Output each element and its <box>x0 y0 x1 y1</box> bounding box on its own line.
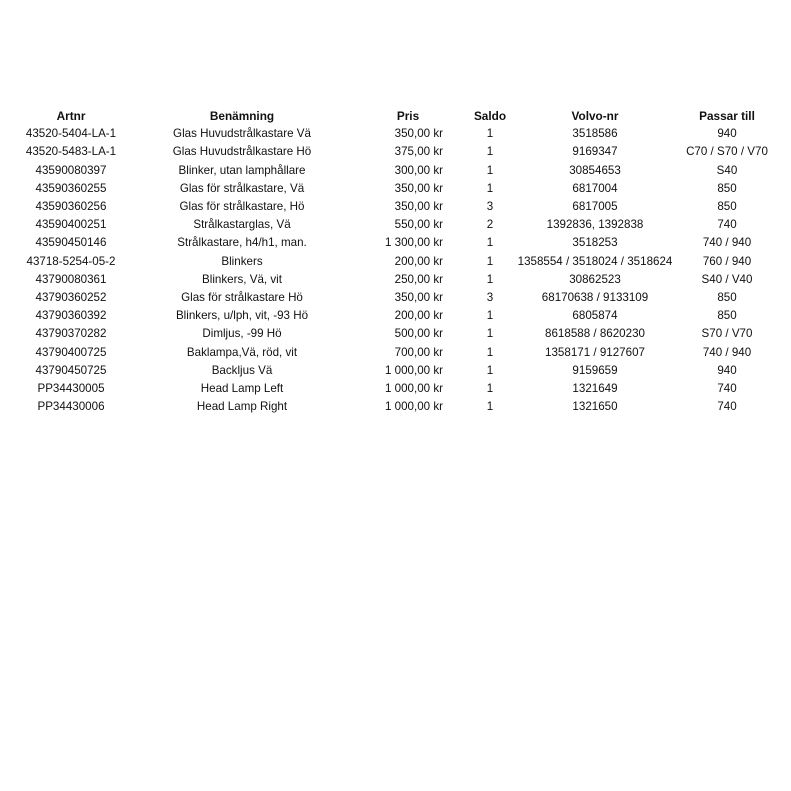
cell-artnr: 43590080397 <box>35 163 107 177</box>
cell-benamning: Head Lamp Right <box>196 400 288 414</box>
cell-passar-till: 850 <box>717 181 737 195</box>
cell-passar-till: S40 <box>716 163 738 177</box>
cell-passar-till: 740 <box>717 218 737 232</box>
cell-benamning: Glas Huvudstrålkastare Hö <box>172 145 312 159</box>
cell-benamning: Head Lamp Left <box>200 382 284 396</box>
cell-volvo-nr: 1392836, 1392838 <box>546 218 644 232</box>
cell-benamning: Blinkers <box>221 254 263 268</box>
table-row <box>10 253 780 271</box>
cell-pris-wrap <box>352 253 464 271</box>
cell-artnr: 43790400725 <box>35 345 107 359</box>
cell-volvo-nr: 1321650 <box>572 400 618 414</box>
table-row <box>10 162 780 180</box>
cell-saldo: 1 <box>486 345 494 359</box>
parts-sheet <box>10 107 780 416</box>
table-row <box>10 325 780 343</box>
cell-pris-wrap <box>352 162 464 180</box>
cell-pris: 200,00 kr <box>394 254 443 268</box>
cell-benamning: Strålkastarglas, Vä <box>193 218 291 232</box>
cell-pris-wrap <box>352 271 464 289</box>
header-saldo: Saldo <box>473 109 507 123</box>
cell-volvo-nr: 1358554 / 3518024 / 3518624 <box>517 254 673 268</box>
cell-volvo-nr: 3518253 <box>572 236 618 250</box>
cell-benamning: Blinkers, Vä, vit <box>202 272 282 286</box>
cell-saldo: 1 <box>486 163 494 177</box>
cell-passar-till: 740 / 940 <box>702 345 752 359</box>
cell-artnr: 43718-5254-05-2 <box>26 254 116 268</box>
cell-artnr: 43590360255 <box>35 181 107 195</box>
table-row <box>10 198 780 216</box>
cell-pris: 1 300,00 kr <box>384 236 443 250</box>
cell-volvo-nr: 6805874 <box>572 309 618 323</box>
table-row <box>10 180 780 198</box>
cell-passar-till: 760 / 940 <box>702 254 752 268</box>
cell-pris-wrap <box>352 344 464 362</box>
cell-volvo-nr: 9169347 <box>572 145 618 159</box>
table-row <box>10 362 780 380</box>
cell-pris: 300,00 kr <box>394 163 443 177</box>
cell-pris: 550,00 kr <box>394 218 443 232</box>
cell-artnr: PP34430006 <box>37 400 105 414</box>
cell-volvo-nr: 1358171 / 9127607 <box>545 345 645 359</box>
table-row <box>10 307 780 325</box>
cell-saldo: 2 <box>486 218 494 232</box>
cell-benamning: Strålkastare, h4/h1, man. <box>177 236 307 250</box>
cell-volvo-nr: 1321649 <box>572 382 618 396</box>
cell-passar-till: 850 <box>717 200 737 214</box>
cell-passar-till: 940 <box>717 127 737 141</box>
cell-artnr: 43790360252 <box>35 291 107 305</box>
cell-saldo: 3 <box>486 291 494 305</box>
cell-pris-wrap <box>352 289 464 307</box>
cell-pris-wrap <box>352 325 464 343</box>
cell-benamning: Backljus Vä <box>211 363 273 377</box>
header-pris: Pris <box>396 109 420 123</box>
cell-pris: 375,00 kr <box>394 145 443 159</box>
cell-passar-till: 850 <box>717 291 737 305</box>
cell-artnr: 43790360392 <box>35 309 107 323</box>
cell-pris: 200,00 kr <box>394 309 443 323</box>
header-volvo-nr: Volvo-nr <box>571 109 619 123</box>
cell-passar-till: 740 / 940 <box>702 236 752 250</box>
table-row <box>10 380 780 398</box>
cell-passar-till: 850 <box>717 309 737 323</box>
cell-volvo-nr: 3518586 <box>572 127 618 141</box>
header-passar-till: Passar till <box>699 109 755 123</box>
cell-volvo-nr: 8618588 / 8620230 <box>545 327 645 341</box>
cell-artnr: 43590400251 <box>35 218 107 232</box>
cell-artnr: 43590450146 <box>35 236 107 250</box>
cell-pris-wrap <box>352 307 464 325</box>
cell-saldo: 1 <box>486 309 494 323</box>
cell-saldo: 1 <box>486 236 494 250</box>
cell-passar-till: 740 <box>717 400 737 414</box>
cell-benamning: Blinkers, u/lph, vit, -93 Hö <box>175 309 309 323</box>
table-row <box>10 271 780 289</box>
cell-pris: 1 000,00 kr <box>384 400 443 414</box>
cell-artnr: 43590360256 <box>35 200 107 214</box>
cell-benamning: Glas för strålkastare Hö <box>181 291 303 305</box>
cell-pris-wrap <box>352 216 464 234</box>
cell-pris-wrap <box>352 398 464 416</box>
cell-pris: 350,00 kr <box>394 181 443 195</box>
table-row <box>10 344 780 362</box>
cell-saldo: 1 <box>486 254 494 268</box>
cell-saldo: 1 <box>486 181 494 195</box>
cell-volvo-nr: 30862523 <box>569 272 621 286</box>
table-body <box>10 125 780 416</box>
cell-artnr: 43520-5483-LA-1 <box>25 145 117 159</box>
cell-volvo-nr: 30854653 <box>569 163 621 177</box>
cell-saldo: 1 <box>486 363 494 377</box>
cell-artnr: 43790370282 <box>35 327 107 341</box>
table-row <box>10 143 780 161</box>
table-row <box>10 398 780 416</box>
cell-pris: 350,00 kr <box>394 291 443 305</box>
cell-benamning: Dimljus, -99 Hö <box>202 327 282 341</box>
cell-artnr: 43520-5404-LA-1 <box>25 127 117 141</box>
header-artnr: Artnr <box>56 109 86 123</box>
cell-passar-till: 740 <box>717 382 737 396</box>
cell-saldo: 3 <box>486 200 494 214</box>
cell-volvo-nr: 68170638 / 9133109 <box>541 291 649 305</box>
cell-pris: 700,00 kr <box>394 345 443 359</box>
header-benamning: Benämning <box>209 109 275 123</box>
cell-pris: 1 000,00 kr <box>384 363 443 377</box>
cell-passar-till: C70 / S70 / V70 <box>686 145 768 159</box>
cell-benamning: Glas för strålkastare, Hö <box>179 200 305 214</box>
cell-pris: 500,00 kr <box>394 327 443 341</box>
cell-pris-wrap <box>352 198 464 216</box>
table-row <box>10 234 780 252</box>
cell-benamning: Baklampa,Vä, röd, vit <box>186 345 298 359</box>
cell-saldo: 1 <box>486 400 494 414</box>
table-header-row <box>10 107 780 125</box>
cell-benamning: Glas för strålkastare, Vä <box>179 181 305 195</box>
cell-passar-till: S40 / V40 <box>701 272 753 286</box>
cell-volvo-nr: 9159659 <box>572 363 618 377</box>
cell-saldo: 1 <box>486 272 494 286</box>
parts-table <box>10 107 780 416</box>
cell-pris: 350,00 kr <box>394 127 443 141</box>
cell-pris-wrap <box>352 234 464 252</box>
cell-passar-till: 940 <box>717 363 737 377</box>
cell-saldo: 1 <box>486 327 494 341</box>
cell-benamning: Glas Huvudstrålkastare Vä <box>173 127 311 141</box>
cell-passar-till: S70 / V70 <box>701 327 753 341</box>
table-row <box>10 289 780 307</box>
cell-artnr: 43790080361 <box>35 272 107 286</box>
cell-pris: 1 000,00 kr <box>384 382 443 396</box>
cell-volvo-nr: 6817004 <box>572 181 618 195</box>
cell-benamning: Blinker, utan lamphållare <box>178 163 306 177</box>
table-row <box>10 125 780 143</box>
cell-pris: 350,00 kr <box>394 200 443 214</box>
cell-saldo: 1 <box>486 382 494 396</box>
cell-saldo: 1 <box>486 145 494 159</box>
table-row <box>10 216 780 234</box>
cell-volvo-nr: 6817005 <box>572 200 618 214</box>
cell-pris-wrap <box>352 125 464 143</box>
cell-pris: 250,00 kr <box>394 272 443 286</box>
cell-pris-wrap <box>352 180 464 198</box>
cell-artnr: PP34430005 <box>37 382 105 396</box>
cell-pris-wrap <box>352 143 464 161</box>
cell-artnr: 43790450725 <box>35 363 107 377</box>
cell-saldo: 1 <box>486 127 494 141</box>
cell-pris-wrap <box>352 362 464 380</box>
cell-pris-wrap <box>352 380 464 398</box>
